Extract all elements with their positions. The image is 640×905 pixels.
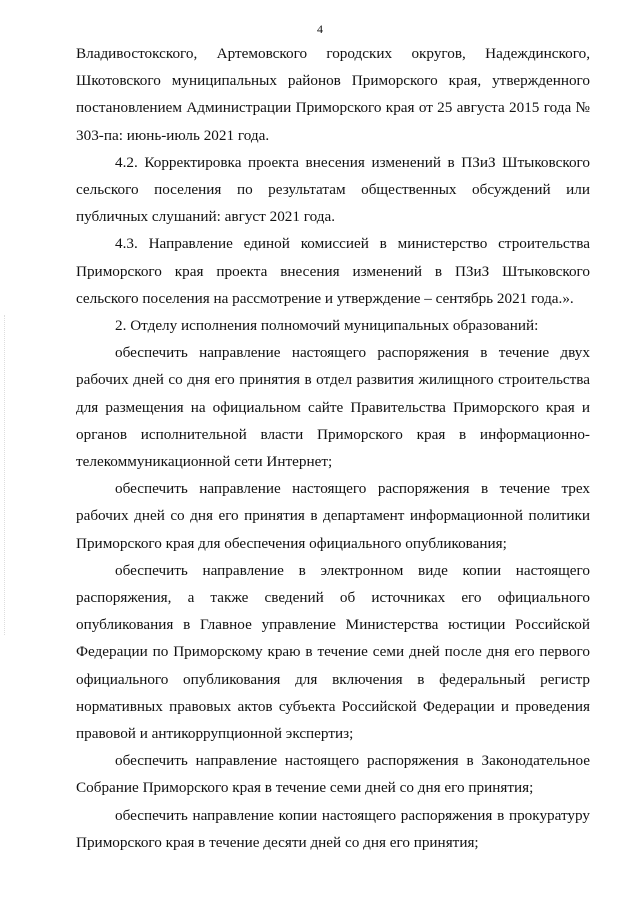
paragraph-item-2: 2. Отделу исполнения полномочий муниципальных образований: — [115, 317, 539, 335]
document-body — [76, 40, 590, 856]
paragraph-item-4-2: 4.2. Корректировка проекта внесения изменений в ПЗиЗ Штыковского сельского поселения по результатам общественных обсуждений или публичных слушаний: август 2021 года. — [76, 153, 590, 226]
paragraph-publish-official: обеспечить направление настоящего распоряжения в течение трех рабочих дней со дня его принятия в департамент информационной политики Приморского края для обеспечения официального опубликования; — [76, 480, 590, 552]
scan-margin-marks — [4, 315, 7, 635]
paragraph-publish-website: обеспечить направление настоящего распоряжения в течение двух рабочих дней со дня его принятия в отдел развития жилищного строительства для размещения на официальном сайте Правительства Приморского края и органов исполнительной власти Приморского края в информационно-телекоммуникационной сети Интернет; — [76, 344, 590, 471]
paragraph-item-4-3: 4.3. Направление единой комиссией в министерство строительства Приморского края проекта внесения изменений в ПЗиЗ Штыковского сельского поселения на рассмотрение и утверждение – сентябрь 2021 года.». — [76, 235, 590, 307]
paragraph-continuation: Владивостокского, Артемовского городских округов, Надеждинского, Шкотовского муниципальных районов Приморского края, утвержденного постановлением Администрации Приморского края от 25 августа 2015 года № 303-па: июнь-июль 2021 года. — [76, 45, 590, 144]
page-number: 4 — [317, 22, 323, 36]
paragraph-send-ministry-justice: обеспечить направление в электронном виде копии настоящего распоряжения, а также сведений об источниках его официального опубликования в Главное управление Министерства юстиции Российской Федерации по Приморскому краю в течение семи дней после дня его первого официального опубликования для включения в федеральный регистр нормативных правовых актов субъекта Российской Федерации и проведения правовой и антикоррупционной экспертиз; — [76, 561, 590, 743]
paragraph-send-prosecutor: обеспечить направление копии настоящего распоряжения в прокуратуру Приморского края в течение десяти дней со дня его принятия; — [76, 806, 590, 851]
paragraph-send-legislative-assembly: обеспечить направление настоящего распоряжения в Законодательное Собрание Приморского края в течение семи дней со дня его принятия; — [76, 752, 590, 797]
